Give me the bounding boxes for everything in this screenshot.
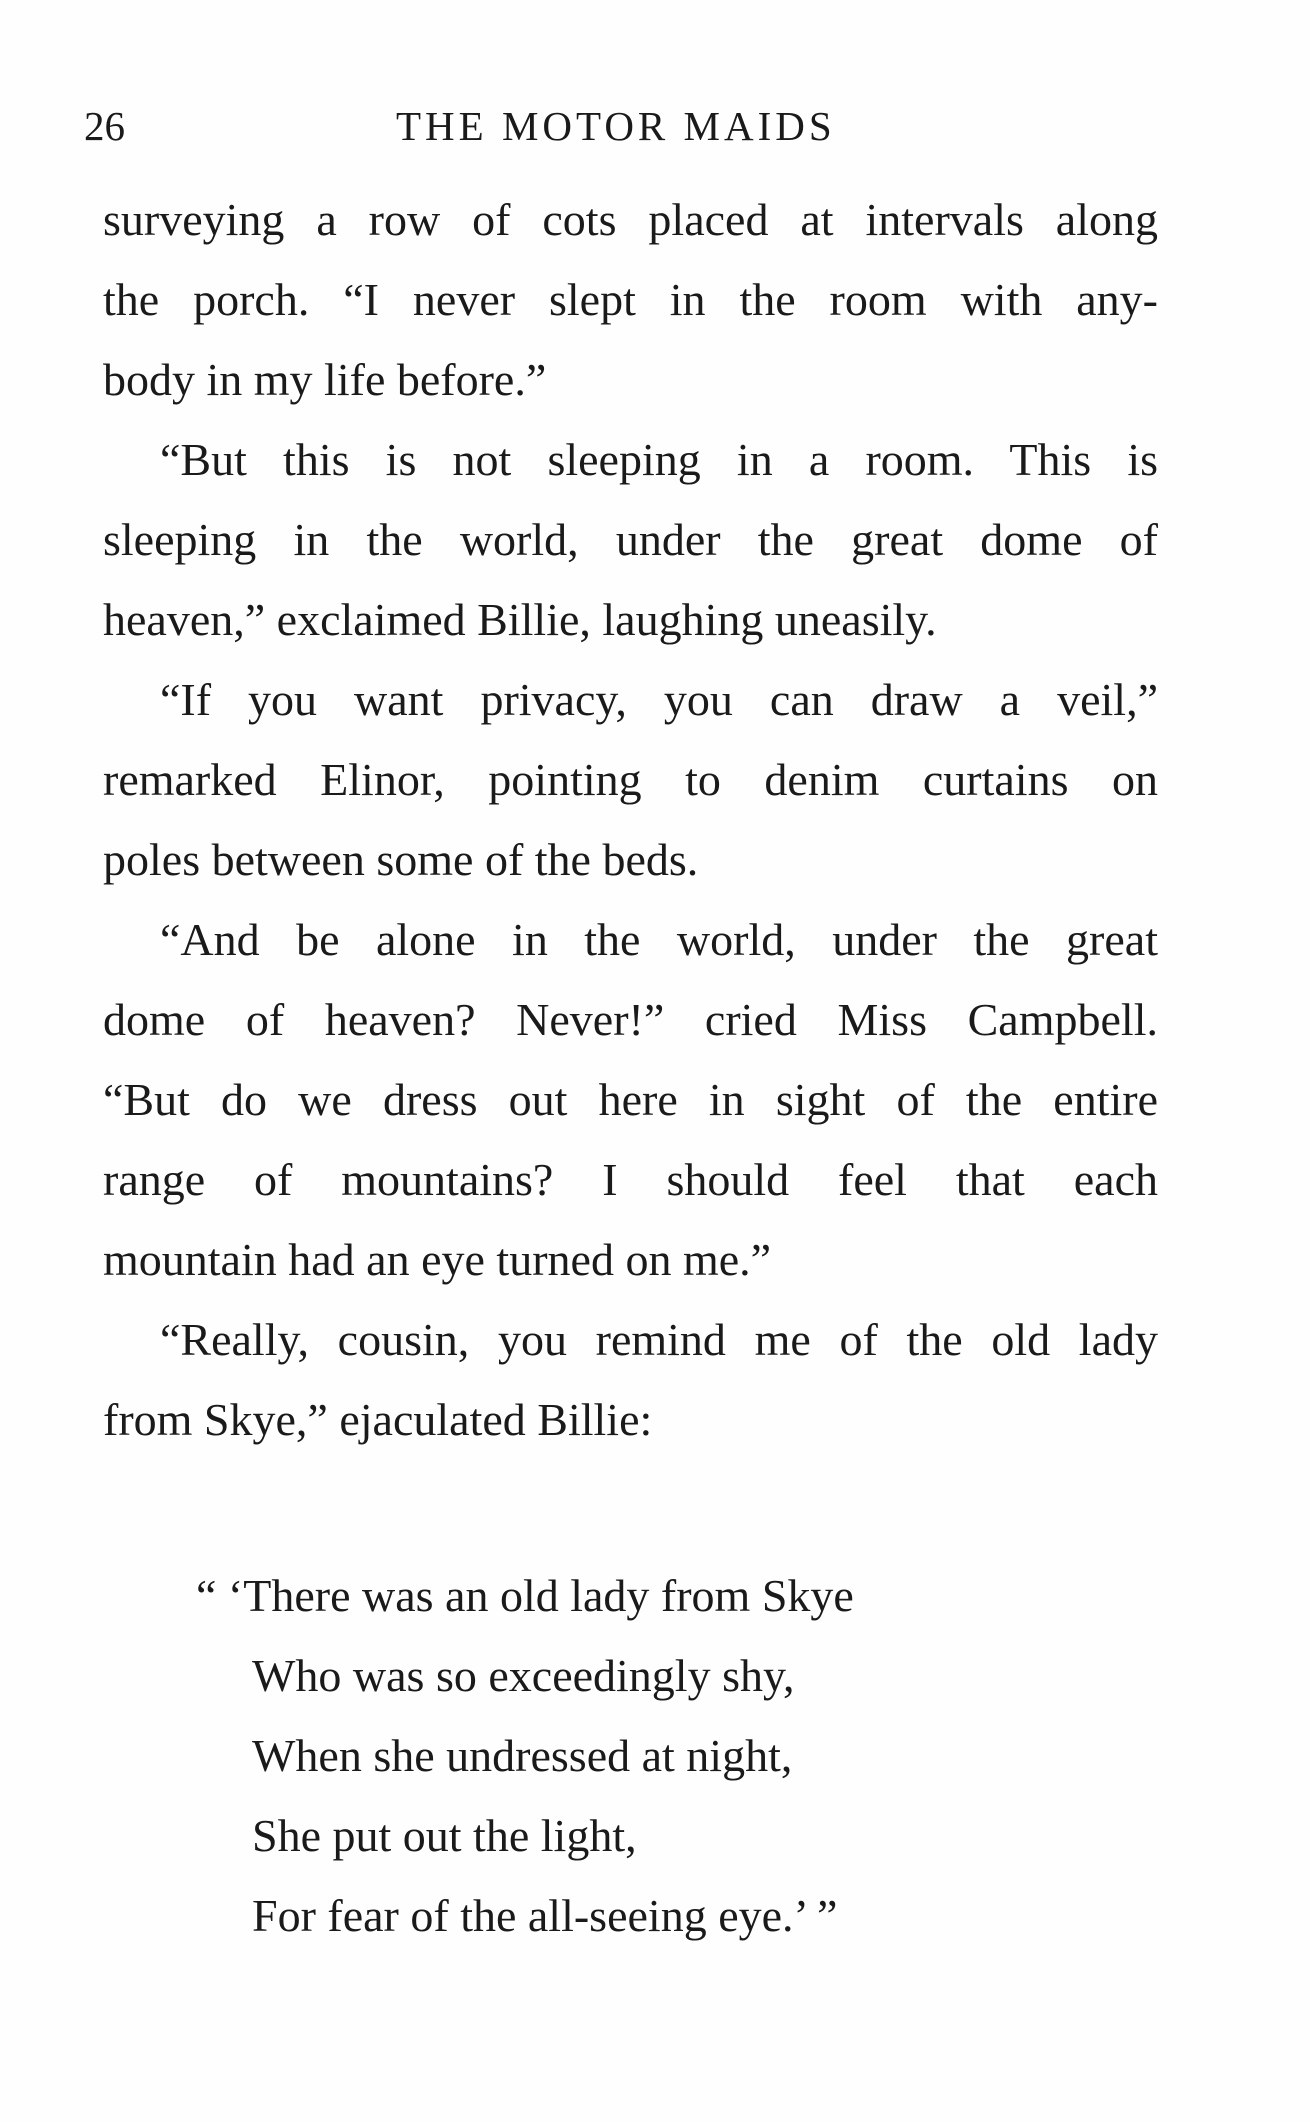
text-line: “But do we dress out here in sight of the entire xyxy=(103,1074,1158,1125)
poem-line: Who was so exceedingly shy, xyxy=(252,1650,795,1701)
poem-line: When she undressed at night, xyxy=(252,1730,793,1781)
text-line: heaven,” exclaimed Billie, laughing uneasily. xyxy=(103,594,937,645)
text-line: surveying a row of cots placed at intervals along xyxy=(103,194,1158,245)
page-header xyxy=(84,102,1164,152)
text-line: range of mountains? I should feel that each xyxy=(103,1154,1158,1205)
text-line: mountain had an eye turned on me.” xyxy=(103,1234,772,1285)
text-line: “But this is not sleeping in a room. This is xyxy=(160,434,1158,485)
text-line: remarked Elinor, pointing to denim curtains on xyxy=(103,754,1158,805)
poem-line: For fear of the all-seeing eye.’ ” xyxy=(252,1890,838,1941)
text-line: body in my life before.” xyxy=(103,354,547,405)
text-line: “If you want privacy, you can draw a veil,” xyxy=(160,674,1158,725)
page-number: 26 xyxy=(84,103,125,149)
text-line: “And be alone in the world, under the great xyxy=(160,914,1158,965)
text-line: dome of heaven? Never!” cried Miss Campbell. xyxy=(103,994,1158,1045)
text-line: sleeping in the world, under the great dome of xyxy=(103,514,1158,565)
running-title: THE MOTOR MAIDS xyxy=(396,103,836,149)
text-line: “Really, cousin, you remind me of the old lady xyxy=(160,1314,1158,1365)
text-line: poles between some of the beds. xyxy=(103,834,699,885)
poem-line: She put out the light, xyxy=(252,1810,637,1861)
text-line: from Skye,” ejaculated Billie: xyxy=(103,1394,653,1445)
poem-line: “ ‘There was an old lady from Skye xyxy=(196,1570,854,1621)
text-line: the porch. “I never slept in the room with any- xyxy=(103,274,1158,325)
